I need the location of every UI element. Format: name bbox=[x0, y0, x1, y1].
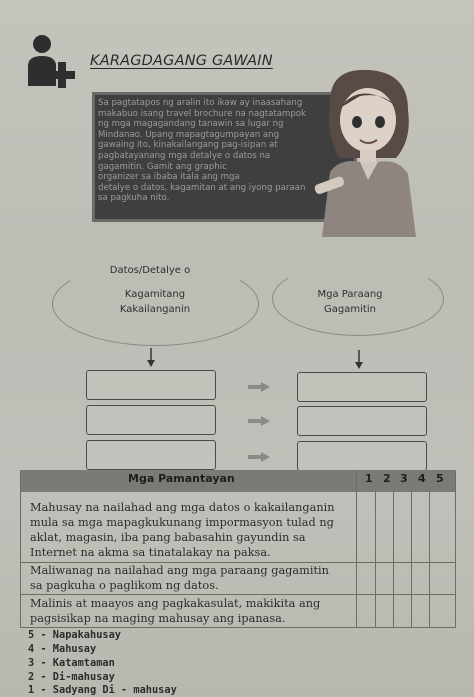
criterion-line: Mahusay na nailahad ang mga datos o kakailanganin bbox=[30, 501, 335, 514]
kagamitan-label bbox=[100, 287, 210, 317]
scale-5: 5 - Napakahusay bbox=[28, 629, 121, 641]
right-box-3[interactable] bbox=[297, 441, 427, 471]
grid-line bbox=[375, 492, 376, 628]
criterion-1 bbox=[30, 500, 370, 560]
grid-line bbox=[411, 492, 412, 628]
right-arrow-icon bbox=[248, 416, 270, 426]
instruction-line: makabuo isang travel brochure na nagtatampok bbox=[98, 108, 307, 119]
scale-2: 2 - Di-mahusay bbox=[28, 671, 115, 683]
criterion-line: mula sa mga mapagkukunang impormasyon tulad ng bbox=[30, 516, 334, 529]
down-arrow-icon bbox=[146, 348, 156, 368]
criterion-line: pagsisikap na maging mahusay ang ipanasa. bbox=[30, 612, 286, 625]
person-plus-icon bbox=[24, 30, 86, 92]
score-5-header: 5 bbox=[436, 472, 444, 485]
criterion-line: aklat, magasin, iba pang babasahin gayundin sa bbox=[30, 531, 306, 544]
left-box-2[interactable] bbox=[86, 405, 216, 435]
instruction-line: gawaing ito, kinakailangang pag-isipan at bbox=[98, 140, 278, 151]
criterion-2 bbox=[30, 563, 370, 593]
criterion-line: Maliwanag na nailahad ang mga paraang gagamitin bbox=[30, 564, 329, 577]
right-box-2[interactable] bbox=[297, 406, 427, 436]
paraan-line2: Gagamitin bbox=[324, 304, 376, 315]
criterion-line: Malinis at maayos ang pagkakasulat, makikita ang bbox=[30, 597, 321, 610]
instruction-line: pagbatayanang mga detalye o datos na bbox=[98, 150, 271, 161]
instruction-line: organizer sa ibaba itala ang mga bbox=[98, 172, 240, 183]
right-arrow-icon bbox=[248, 382, 270, 392]
scale-1: 1 - Sadyang Di - mahusay bbox=[28, 684, 177, 696]
criterion-line: Internet na akma sa tinatalakay na paksa. bbox=[30, 546, 271, 559]
instruction-line: gagamitin. Gamit ang graphic bbox=[98, 161, 227, 172]
grid-line bbox=[20, 470, 21, 628]
left-box-3[interactable] bbox=[86, 440, 216, 470]
grid-line bbox=[455, 470, 456, 628]
score-2-header: 2 bbox=[383, 472, 391, 485]
kagamitan-line2: Kakailanganin bbox=[119, 304, 191, 315]
instruction-line: Sa pagtatapos ng aralin ito ikaw ay inaasahang bbox=[98, 98, 303, 108]
datos-label: Datos/Detalye o bbox=[109, 265, 191, 276]
teacher-illustration bbox=[300, 62, 430, 237]
grid-line bbox=[20, 627, 456, 628]
score-4-header: 4 bbox=[418, 472, 426, 485]
scale-4: 4 - Mahusay bbox=[28, 643, 97, 655]
instruction-line: sa pagkuha nito. bbox=[98, 193, 170, 204]
criterion-line: sa pagkuha o paglikom ng datos. bbox=[30, 579, 219, 592]
grid-line bbox=[429, 492, 430, 628]
paraan-label bbox=[305, 287, 395, 317]
page-title: KARAGDAGANG GAWAIN bbox=[90, 53, 273, 69]
instruction-line: detalye o datos, kagamitan at ang iyong paraan bbox=[98, 182, 306, 193]
grid-line bbox=[20, 594, 456, 595]
rubric-header-label: Mga Pamantayan bbox=[128, 472, 235, 485]
kagamitan-line1: Kagamitang bbox=[124, 289, 186, 300]
right-box-1[interactable] bbox=[297, 372, 427, 402]
down-arrow-icon bbox=[354, 350, 364, 370]
paraan-line1: Mga Paraang bbox=[317, 289, 383, 300]
score-3-header: 3 bbox=[400, 472, 408, 485]
score-1-header: 1 bbox=[365, 472, 373, 485]
scale-3: 3 - Katamtaman bbox=[28, 657, 115, 669]
grid-line bbox=[393, 492, 394, 628]
left-box-1[interactable] bbox=[86, 370, 216, 400]
instruction-line: ng mga magagandang tanawin sa lugar ng bbox=[98, 119, 284, 130]
right-arrow-icon bbox=[248, 452, 270, 462]
instruction-line: Mindanao. Upang mapagtagumpayan ang bbox=[98, 129, 280, 140]
criterion-3 bbox=[30, 596, 370, 626]
